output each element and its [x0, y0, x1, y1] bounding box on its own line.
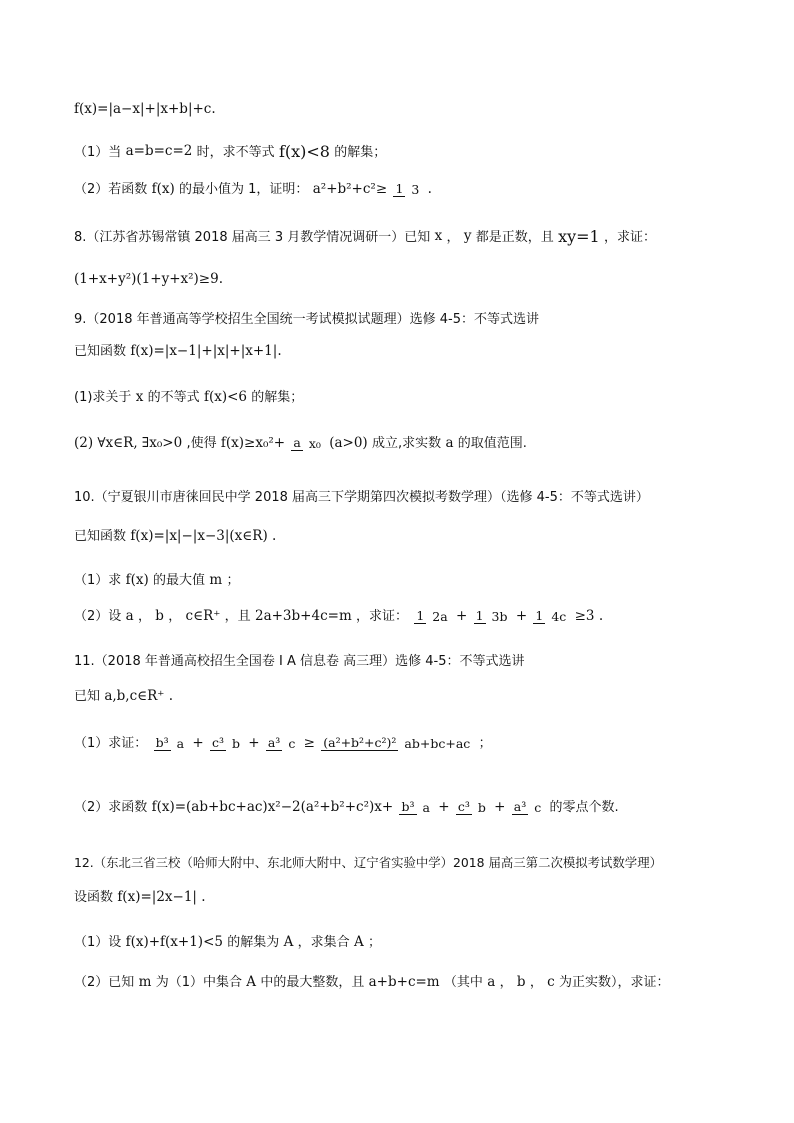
text: （1）求 [74, 573, 122, 589]
formula: m [138, 974, 152, 990]
text-line [74, 391, 754, 405]
formula: xy=1 [558, 227, 600, 246]
numerator: 1 [475, 608, 484, 623]
fraction [154, 736, 186, 751]
text: 12.（东北三省三校（哈师大附中、东北师大附中、辽宁省实验中学）2018 届高三第二次模拟考试数学理） [74, 855, 662, 871]
denominator: c [534, 799, 542, 815]
numerator: b³ [155, 735, 169, 750]
text-line [74, 103, 754, 117]
formula: f(x)=|2x−1| [117, 889, 197, 905]
text: 10.（宁夏银川市唐徕回民中学 2018 届高三下学期第四次模拟考数学理）（选修 4-5：不等式选讲） [74, 490, 649, 505]
text-line [74, 273, 754, 287]
text: . [598, 607, 604, 624]
text: 的最小值为 1，证明： [179, 182, 309, 198]
formula: x [434, 228, 443, 245]
denominator: ab+bc+ac [404, 735, 471, 751]
text: （1）当 [74, 144, 122, 160]
text: 为正实数），求证： [559, 975, 670, 991]
formula: (2) ∀x∈R, ∃x₀>0 [74, 434, 183, 451]
operator: + [192, 734, 204, 751]
text: （2）求函数 [74, 800, 148, 816]
text: 9.（2018 年普通高等学校招生全国统一考试模拟试题理）选修 4-5：不等式选讲 [74, 312, 539, 327]
denominator: b [231, 735, 240, 751]
text: ，求集合 [297, 935, 350, 951]
formula: y [463, 228, 472, 245]
formula: f(x)=|x|−|x−3|(x∈R) [130, 528, 268, 544]
text: 的解集为 [227, 935, 280, 951]
text: ， [529, 975, 543, 991]
numerator: c³ [211, 735, 224, 750]
text-line [74, 690, 754, 704]
text-line [74, 574, 754, 588]
text: ，求证： [604, 229, 657, 245]
formula: f(x)=(ab+bc+ac)x²−2(a²+b²+c²)x+ [151, 798, 394, 815]
fraction [210, 736, 242, 751]
numerator: a³ [267, 735, 281, 750]
formula: a=b=c=2 [125, 143, 193, 160]
text-line [74, 144, 754, 160]
formula: A [353, 934, 364, 950]
text: ； [226, 573, 240, 589]
numerator: (a²+b²+c²)² [323, 735, 397, 750]
text: . [168, 688, 174, 704]
numerator: a³ [513, 799, 527, 814]
formula: A [283, 934, 294, 950]
fraction [291, 436, 323, 451]
text: ,使得 [186, 436, 217, 452]
operator: + [494, 798, 506, 815]
formula: f(x)=|x−1|+|x|+|x+1|. [130, 343, 282, 359]
text: . [427, 180, 432, 197]
text: 已知函数 [74, 344, 127, 360]
formula: x [135, 389, 144, 405]
formula: (1+x+y²)(1+y+x²)≥9. [74, 271, 223, 287]
text: 的零点个数. [549, 800, 619, 816]
problem-heading [74, 857, 754, 871]
text: ， [499, 975, 513, 991]
text-line [74, 182, 754, 197]
denominator: x₀ [308, 435, 321, 451]
denominator: a [422, 799, 430, 815]
text: 的最大值 [153, 573, 206, 589]
text: 已知 [74, 689, 101, 705]
text: 11.（2018 年普通高校招生全国卷 Ⅰ A 信息卷 高三理）选修 4-5：不等式选讲 [74, 654, 525, 669]
formula: f(x)+f(x+1)<5 [125, 934, 223, 950]
fraction [414, 609, 449, 624]
problem-heading [74, 655, 754, 669]
numerator: 1 [395, 181, 404, 196]
formula: b [155, 607, 164, 624]
fraction [474, 609, 510, 624]
denominator: a [176, 735, 185, 751]
text-line [74, 436, 754, 451]
formula: a [487, 974, 496, 990]
formula: f(x) [125, 572, 149, 588]
problem-heading [74, 491, 754, 505]
text-line [74, 976, 754, 990]
text: 的取值范围. [457, 436, 527, 452]
fraction [393, 182, 421, 197]
numerator: 1 [535, 608, 544, 623]
text: 中的最大整数，且 [260, 975, 365, 991]
formula: f(x)<8 [278, 142, 330, 161]
formula: 2a+3b+4c=m [254, 607, 352, 624]
text: 的解集； [251, 390, 304, 406]
text: 成立,求实数 [372, 436, 442, 452]
fraction [512, 800, 543, 815]
text: （其中 [443, 975, 483, 991]
operator: + [248, 734, 260, 751]
denominator: 3b [491, 608, 508, 624]
formula: a+b+c=m [368, 974, 440, 990]
formula: (a>0) [329, 434, 368, 451]
denominator: 3 [411, 181, 420, 197]
denominator: b [477, 799, 486, 815]
operator: + [438, 798, 450, 815]
formula: f(x)=|a−x|+|x+b|+c. [74, 101, 216, 117]
text: . [201, 889, 206, 905]
text: 的解集； [334, 144, 387, 160]
formula: m [209, 572, 223, 588]
formula: b [516, 974, 526, 990]
fraction [399, 800, 431, 815]
numerator: 1 [416, 608, 425, 623]
text: 时，求不等式 [196, 144, 275, 160]
text: 设函数 [74, 890, 114, 906]
text: （2）若函数 [74, 182, 148, 198]
text: （1）设 [74, 935, 122, 951]
text-line [74, 530, 754, 544]
problem-heading [74, 229, 754, 245]
text: ； [478, 736, 492, 752]
denominator: c [288, 735, 296, 751]
operator: ≥ [303, 734, 315, 751]
formula: A [246, 974, 257, 990]
numerator: c³ [457, 799, 470, 814]
formula: ≥3 [574, 607, 595, 624]
text-line [74, 800, 754, 815]
text: ， [168, 609, 182, 625]
text: ，求证： [356, 609, 409, 625]
formula: f(x)<6 [203, 389, 247, 405]
problem-heading [74, 313, 754, 327]
text: （1）求证： [74, 736, 148, 752]
formula: c [547, 974, 555, 990]
formula: a²+b²+c²≥ [312, 180, 388, 197]
formula: f(x) [151, 180, 175, 197]
text: ， [137, 609, 151, 625]
text: 的不等式 [147, 390, 200, 406]
operator: + [456, 607, 468, 624]
text-line [74, 891, 754, 905]
text: . [272, 528, 277, 544]
text: ，且 [224, 609, 251, 625]
formula: c∈R⁺ [185, 607, 221, 624]
formula: a,b,c∈R⁺ [104, 688, 165, 704]
text: （2）已知 [74, 975, 135, 991]
text: 已知函数 [74, 529, 127, 545]
denominator: 2a [432, 608, 448, 624]
text: 8.（江苏省苏锡常镇 2018 届高三 3 月教学情况调研一）已知 [74, 229, 431, 245]
denominator: 4c [551, 608, 567, 624]
text: ， [446, 229, 460, 245]
formula: a [125, 607, 134, 624]
text-line [74, 609, 754, 624]
formula: f(x)≥x₀²+ [220, 434, 286, 451]
text-line [74, 736, 754, 751]
text-line [74, 345, 754, 359]
fraction [321, 736, 472, 751]
formula: a [445, 434, 454, 451]
operator: + [515, 607, 528, 624]
numerator: b³ [401, 799, 415, 814]
text: （2）设 [74, 609, 122, 625]
text-line [74, 936, 754, 950]
text: (1)求关于 [74, 390, 132, 406]
fraction [266, 736, 297, 751]
text: ； [368, 935, 382, 951]
text: 都是正数，且 [475, 229, 554, 245]
numerator: a [293, 435, 301, 450]
fraction [456, 800, 488, 815]
text: 为（1）中集合 [155, 975, 242, 991]
fraction [533, 609, 568, 624]
